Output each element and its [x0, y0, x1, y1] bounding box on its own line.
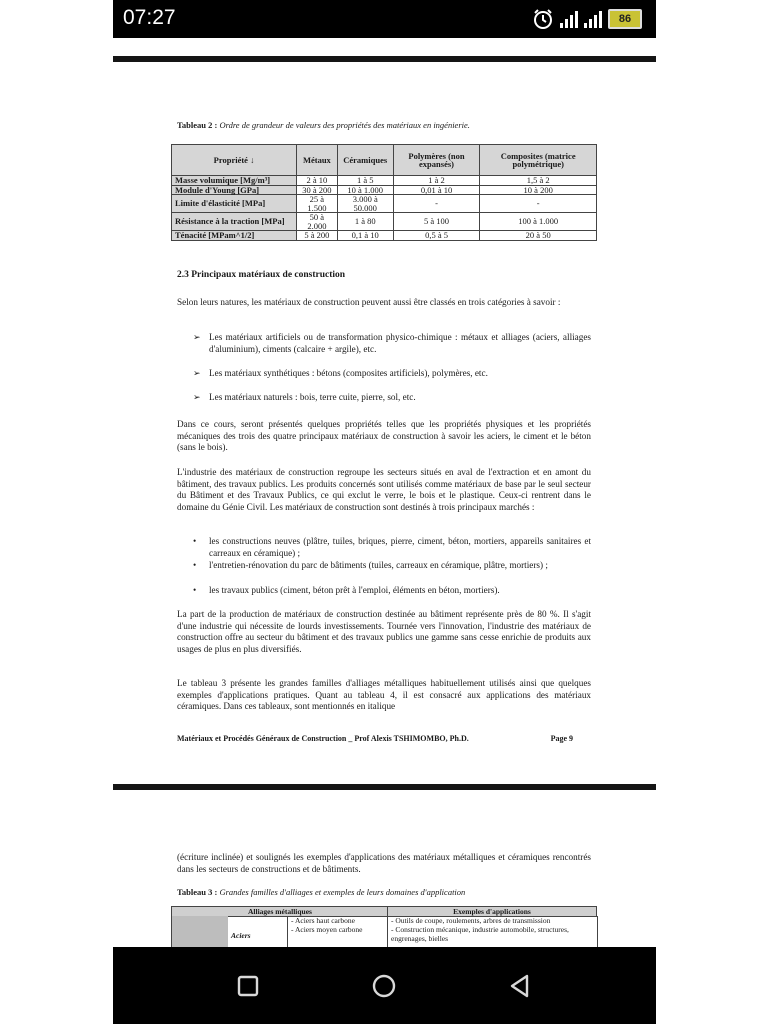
table3-caption: Tableau 3 : Grandes familles d'alliages et exemples de leurs domaines d'application [177, 887, 466, 897]
arrow-bullet-icon: ➢ [193, 332, 201, 342]
arrow-bullet-icon: ➢ [193, 368, 201, 378]
table3-applications: - Outils de coupe, roulements, arbres de transmission - Construction mécanique, industrie automobile, structures, engrenages, bielles [387, 916, 598, 948]
right-margin [656, 0, 768, 1024]
paragraph-3: La part de la production de matériaux de construction destinée au bâtiment représente près de 80 %. Il s'agit d'une industrie qui nécessite de lourds investissements. Tournée vers l'innovation, l'industrie des matériaux de construction offre au secteur du bâtiment et des travaux publics une gamme sans cesse enrichie de produits aux usages de plus en plus diversifiés. [177, 609, 591, 654]
table3-group-cell [171, 916, 228, 948]
phone-screen: 07:27 86 Tableau 2 : Ordre de grandeur de valeurs des propriétés des matériaux en ingénierie. Propriété ↓ Métaux Céramiques Polymères (non expansés) Composites (matrice polymétrique) Masse volumique [Mg/m³] 2 à 10 1 à 5 1 à 2 1,5 à 2 Module d'Young [GPa] 30 à 200 10 à 1.000 0,01 à 10 10 à 200 Limite d'élasticité [MPa] 25 à 1.500 3.000 à 50.000 - - Résistance à la traction [MPa] 50 à 2.000 1 à 80 5 à 100 100 à 1.000 Ténacité [MPam^1/2] 5 à 200 0,1 à 10 0,5 à 5 20 à 50 2.3 Principaux matériaux de construction Selon leurs natures, les matériaux de construction peuvent aussi être classés en trois catégories à savoir : ➢ Les matériaux artificiels ou de transformation physico-chimique : métaux et alliages (aciers, alliages d'aluminium), ciments (calcaire + argile), etc. ➢ Les matériaux synthétiques : bétons (composites artificiels), polymères, etc. ➢ Les matériaux naturels : bois, terre cuite, pierre, sol, etc. Dans ce cours, seront présentés quelques propriétés telles que les propriétés physiques et les propriétés mécaniques des trois des quatre principaux matériaux de construction à savoir les aciers, le ciment et le béton (sans le bois). L'industrie des matériaux de construction regroupe les secteurs situés en aval de l'extraction et en amont du bâtiment, des travaux publics. Les produits concernés sont utilisés comme matériaux de base par le seul secteur du Bâtiment et des Travaux Publics, ce qui exclut le verre, le bois et le plastique. Ceux-ci rentrent dans le domaine du Génie Civil. Les matériaux de construction sont destinés à trois principaux marchés : • les constructions neuves (plâtre, tuiles, briques, pierre, ciment, béton, mortiers, appareils sanitaires et carreaux en céramique) ; • l'entretien-rénovation du parc de bâtiments (tuiles, carreaux en céramique, plâtre, mortiers) ; • les travaux publics (ciment, béton prêt à l'emploi, éléments en béton, mortiers). La part de la production de matériaux de construction destinée au bâtiment représente près de 80 %. Il s'agit d'une industrie qui nécessite de lourds investissements. Tournée vers l'innovation, l'industrie des matériaux de construction offre au secteur du bâtiment et des travaux publics une gamme sans cesse enrichie de produits aux usages de plus en plus diversifiés. Le tableau 3 présente les grandes familles d'alliages métalliques habituellement utilisés ainsi que quelques exemples d'applications pratiques. Quant au tableau 4, il est consacré aux applications des matériaux céramiques. Dans ces tableaux, sont mentionnés en italique Matériaux et Procédés Généraux de Construction _ Prof Alexis TSHIMOMBO, Ph.D. Page 9 (écriture inclinée) et soulignés les exemples d'applications des matériaux métalliques et céramiques rencontrés dans les secteurs de constructions et de bâtiments. Tableau 3 : Grandes familles d'alliages et exemples de leurs domaines d'application Alliages métalliques Exemples d'applications Aciers - Aciers haut carbone - Aciers moyen carbone - Outils de coupe, roulements, arbres de transmission - Construction mécanique, industrie automobile, structures, engrenages, bielles [113, 0, 656, 1024]
battery-icon: 86 [608, 9, 642, 29]
table2 [171, 144, 597, 241]
table2-header-cell: Polymères (non expansés) [393, 145, 480, 176]
status-icons [532, 8, 642, 30]
intro-paragraph: Selon leurs natures, les matériaux de construction peuvent aussi être classés en trois catégories à savoir : [177, 297, 561, 307]
paragraph-4: Le tableau 3 présente les grandes familles d'alliages métalliques habituellement utilisés ainsi que quelques exemples d'applications pratiques. Quant au tableau 4, il est consacré aux applications des matériaux céramiques. Dans ces tableaux, sont mentionnés en italique [177, 678, 591, 711]
table2-caption: Tableau 2 : Ordre de grandeur de valeurs des propriétés des matériaux en ingénierie. [177, 120, 470, 130]
table2-header-cell: Métaux [297, 145, 338, 176]
table2-row: Module d'Young [GPa] 30 à 200 10 à 1.000 0,01 à 10 10 à 200 [172, 185, 597, 195]
dot-bullet-icon: • [193, 560, 197, 570]
home-icon[interactable] [371, 973, 397, 999]
dot-bullet-icon: • [193, 536, 197, 546]
footer-title: Matériaux et Procédés Généraux de Construction _ Prof Alexis TSHIMOMBO, Ph.D. [177, 734, 469, 743]
left-margin [0, 0, 113, 1024]
section-title: 2.3 Principaux matériaux de construction [177, 270, 346, 280]
navigation-bar [113, 947, 656, 1024]
table3-group-label: Aciers [231, 931, 251, 940]
status-bar [113, 0, 656, 38]
table3 [171, 906, 597, 948]
page-separator [113, 784, 656, 790]
paragraph-1: Dans ce cours, seront présentés quelques propriétés telles que les propriétés physiques et les propriétés mécaniques des trois des quatre principaux matériaux de construction à savoir les aciers, le ciment et le béton (sans le bois). [177, 419, 591, 452]
table2-row: Limite d'élasticité [MPa] 25 à 1.500 3.000 à 50.000 - - [172, 195, 597, 213]
table2-header-cell: Céramiques [337, 145, 393, 176]
dot-bullet-icon: • [193, 585, 197, 595]
signal-2-icon [584, 10, 602, 28]
table2-header [172, 145, 597, 176]
page-footer [177, 734, 591, 743]
paragraph-2: L'industrie des matériaux de construction regroupe les secteurs situés en aval de l'extraction et en amont du bâtiment, des travaux publics. Les produits concernés sont utilisés comme matériaux de base par le seul secteur du Bâtiment et des Travaux Publics, ce qui exclut le verre, le bois et le plastique. Ceux-ci rentrent dans le domaine du Génie Civil. Les matériaux de construction sont destinés à trois principaux marchés : [177, 467, 591, 512]
alarm-icon [532, 8, 554, 30]
table3-header-cell: Alliages métalliques [171, 906, 389, 917]
back-icon[interactable] [507, 973, 533, 999]
recent-apps-icon[interactable] [235, 973, 261, 999]
signal-1-icon [560, 10, 578, 28]
table3-header-cell: Exemples d'applications [387, 906, 597, 917]
table2-row: Résistance à la traction [MPa] 50 à 2.000 1 à 80 5 à 100 100 à 1.000 [172, 213, 597, 231]
continuation-paragraph: (écriture inclinée) et soulignés les exemples d'applications des matériaux métalliques et céramiques rencontrés dans les secteurs de constructions et de bâtiments. [177, 852, 591, 874]
page-number: Page 9 [550, 734, 573, 743]
table2-row: Masse volumique [Mg/m³] 2 à 10 1 à 5 1 à 2 1,5 à 2 [172, 176, 597, 186]
table2-header-cell: Propriété ↓ [172, 145, 297, 176]
table3-subtypes: - Aciers haut carbone - Aciers moyen carbone [287, 916, 391, 948]
table2-header-cell: Composites (matrice polymétrique) [480, 145, 597, 176]
arrow-bullet-icon: ➢ [193, 392, 201, 402]
status-time: 07:27 [123, 6, 176, 29]
table2-row: Ténacité [MPam^1/2] 5 à 200 0,1 à 10 0,5 à 5 20 à 50 [172, 231, 597, 241]
